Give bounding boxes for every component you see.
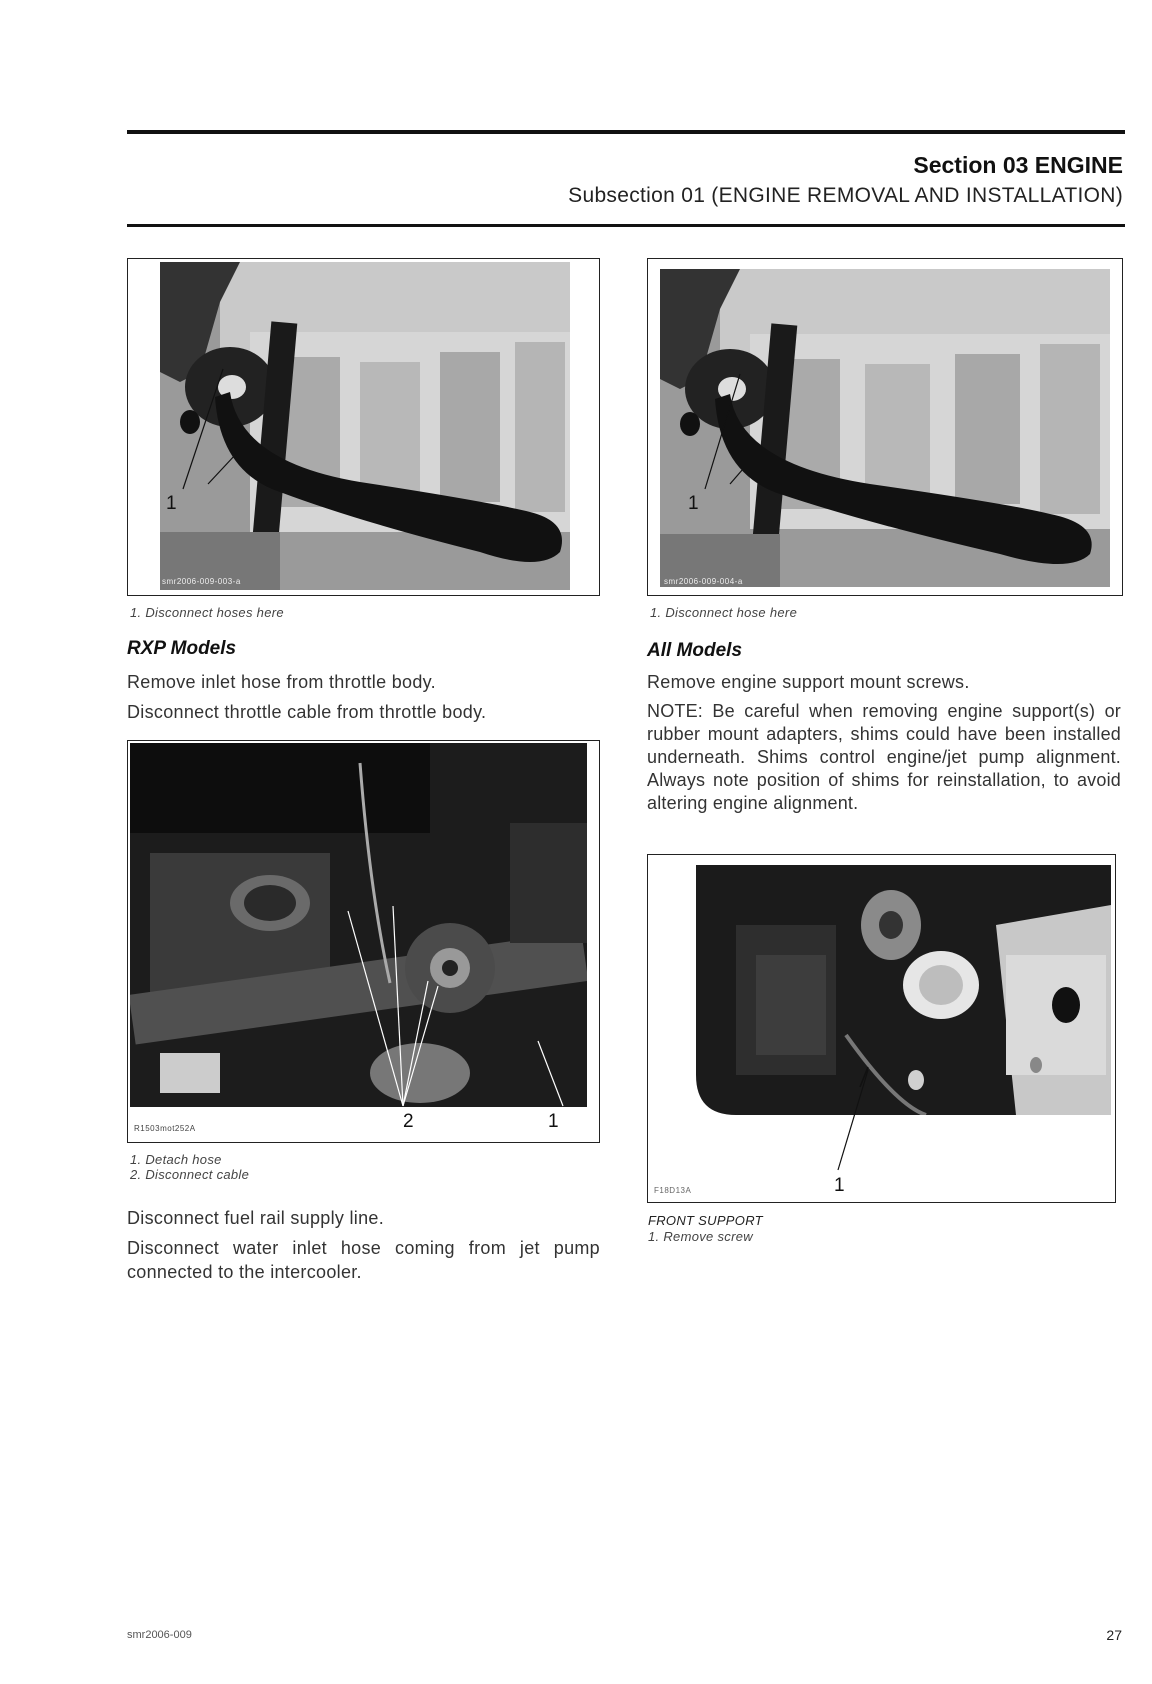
figure-front-support — [647, 854, 1116, 1203]
page-number: 27 — [1106, 1627, 1122, 1643]
figure-throttle-body — [127, 740, 600, 1143]
step-remove-support-screws: Remove engine support mount screws. — [647, 672, 970, 692]
all-models-heading: All Models — [647, 640, 743, 661]
figure4-callout-1: 1 — [834, 1175, 845, 1196]
header-top-rule — [127, 130, 1125, 134]
figure3-caption: 1. Disconnect hose here — [650, 605, 798, 620]
figure2-code: R1503mot252A — [134, 1124, 196, 1133]
section-title: Section 03 ENGINE — [913, 152, 1123, 178]
figure3-code: smr2006-009-004-a — [664, 577, 743, 586]
footer-doc-code: smr2006-009 — [127, 1629, 192, 1641]
figure4-caption-item: 1. Remove screw — [648, 1229, 753, 1244]
engine-photo-2 — [130, 743, 587, 1107]
figure4-caption-title: FRONT SUPPORT — [648, 1213, 763, 1228]
step-remove-inlet-hose: Remove inlet hose from throttle body. — [127, 672, 436, 692]
figure1-callout-1: 1 — [166, 493, 177, 514]
step-disconnect-throttle-cable: Disconnect throttle cable from throttle body. — [127, 702, 487, 722]
engine-photo-4 — [696, 865, 1111, 1115]
figure-engine-hose-right — [647, 258, 1123, 596]
note-shims: NOTE: Be careful when removing engine support(s) or rubber mount adapters, shims could have been installed underneath. Shims control engine/jet pump alignment. Always note position of shims for reinstallation, to avoid altering engine alignment. — [647, 701, 1121, 813]
subsection-title: Subsection 01 (ENGINE REMOVAL AND INSTALLATION) — [568, 184, 1123, 207]
step-disconnect-fuel-rail: Disconnect fuel rail supply line. — [127, 1208, 385, 1228]
step-disconnect-water-inlet: Disconnect water inlet hose coming from jet pump connected to the intercooler. — [127, 1238, 600, 1282]
figure3-leader-arrow — [700, 359, 760, 499]
figure-engine-hoses-left — [127, 258, 600, 596]
figure2-caption-item-2: 2. Disconnect cable — [130, 1167, 250, 1182]
header-bottom-rule — [127, 224, 1125, 227]
figure4-code: F18D13A — [654, 1186, 692, 1195]
figure1-code: smr2006-009-003-a — [162, 577, 241, 586]
rxp-models-heading: RXP Models — [127, 638, 237, 659]
figure1-leader-arrow — [178, 359, 238, 499]
figure2-callout-2: 2 — [403, 1111, 414, 1132]
figure2-caption-item-1: 1. Detach hose — [130, 1152, 222, 1167]
figure2-callout-1: 1 — [548, 1111, 559, 1132]
figure3-callout-1: 1 — [688, 493, 699, 514]
figure1-caption: 1. Disconnect hoses here — [130, 605, 284, 620]
